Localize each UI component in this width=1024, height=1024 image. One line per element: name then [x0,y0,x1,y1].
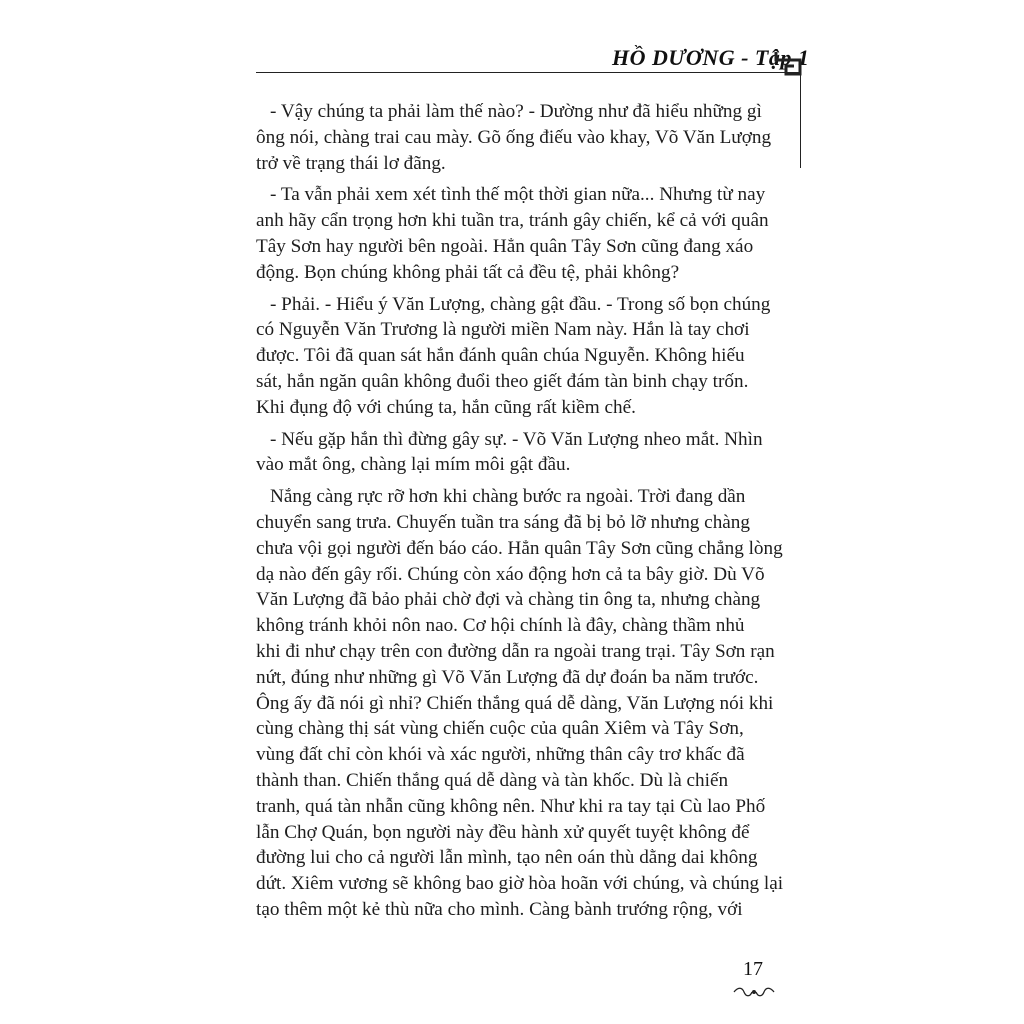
text-line: - Vậy chúng ta phải làm thế nào? - Dường như đã hiểu những gì [270,101,762,122]
text-line: Khi đụng độ với chúng ta, hắn cũng rất kiềm chế. [256,396,636,418]
text-line: trở về trạng thái lơ đãng. [256,152,446,174]
text-line: cùng chàng thị sát vùng chiến cuộc của quân Xiêm và Tây Sơn, [256,718,744,740]
text-line: - Nếu gặp hắn thì đừng gây sự. - Võ Văn Lượng nheo mắt. Nhìn [270,428,763,450]
text-line: động. Bọn chúng không phải tất cả đều tệ, phải không? [256,261,680,283]
text-line: sát, hắn ngăn quân không đuổi theo giết đám tàn binh chạy trốn. [256,370,749,392]
text-line: thành than. Chiến thắng quá dễ dàng và tàn khốc. Dù là chiến [256,769,729,791]
text-line: Nắng càng rực rỡ hơn khi chàng bước ra ngoài. Trời đang dần [270,486,746,508]
text-line: tranh, quá tàn nhẫn cũng không nên. Như khi ra tay tại Cù lao Phố [256,795,766,817]
text-line: lẫn Chợ Quán, bọn người này đều hành xử quyết tuyệt không để [256,821,750,843]
text-line: Văn Lượng đã bảo phải chờ đợi và chàng tin ông ta, nhưng chàng [256,589,761,611]
text-line: dứt. Xiêm vương sẽ không bao giờ hòa hoãn với chúng, và chúng lại [256,873,784,895]
text-line: anh hãy cẩn trọng hơn khi tuần tra, tránh gây chiến, kể cả với quân [256,210,769,232]
paragraph [256,292,771,421]
text-line: tạo thêm một kẻ thù nữa cho mình. Càng bành trướng rộng, với [256,898,743,920]
text-line: - Phải. - Hiểu ý Văn Lượng, chàng gật đầu. - Trong số bọn chúng [270,293,771,315]
text-line: nứt, đúng như những gì Võ Văn Lượng đã dự đoán ba năm trước. [256,666,759,688]
page-number: 17 [743,958,763,980]
text-line: vùng đất chỉ còn khói và xác người, những thân cây trơ khấc đã [256,744,745,766]
text-line: ông nói, chàng trai cau mày. Gõ ống điếu vào khay, Võ Văn Lượng [256,126,772,148]
text-line: dạ nào đến gây rối. Chúng còn xáo động hơn cả ta bây giờ. Dù Võ [256,563,765,585]
text-line: - Ta vẫn phải xem xét tình thế một thời gian nữa... Nhưng từ nay [270,184,766,206]
body-text [256,99,784,929]
footer-ornament-icon [732,985,776,999]
side-rule [800,72,801,168]
header-rule [256,72,801,73]
text-line: có Nguyễn Văn Trương là người miền Nam này. Hắn là tay chơi [256,319,750,341]
header-title: HỒ DƯƠNG - Tập 1 [612,45,810,70]
paragraph [256,182,768,285]
text-line: chưa vội gọi người đến báo cáo. Hẳn quân Tây Sơn cũng chẳng lòng [256,537,783,559]
text-line: khi đi như chạy trên con đường dẫn ra ngoài trang trại. Tây Sơn rạn [256,640,775,662]
text-line: đường lui cho cả người lẫn mình, tạo nên oán thù dằng dai không [256,847,758,869]
text-line: được. Tôi đã quan sát hắn đánh quân chúa Nguyễn. Không hiếu [256,345,745,367]
text-line: chuyển sang trưa. Chuyến tuần tra sáng đã bị bỏ lỡ nhưng chàng [256,511,750,533]
text-line: Ông ấy đã nói gì nhỉ? Chiến thắng quá dễ dàng, Văn Lượng nói khi [256,692,774,714]
paragraph [256,99,772,176]
text-line: Tây Sơn hay người bên ngoài. Hẳn quân Tây Sơn cũng đang xáo [256,235,754,257]
paragraph [256,484,784,923]
text-line: vào mắt ông, chàng lại mím môi gật đầu. [256,454,571,476]
text-line: không tránh khỏi nôn nao. Cơ hội chính là đây, chàng thầm nhủ [256,615,745,637]
paragraph [256,427,768,479]
